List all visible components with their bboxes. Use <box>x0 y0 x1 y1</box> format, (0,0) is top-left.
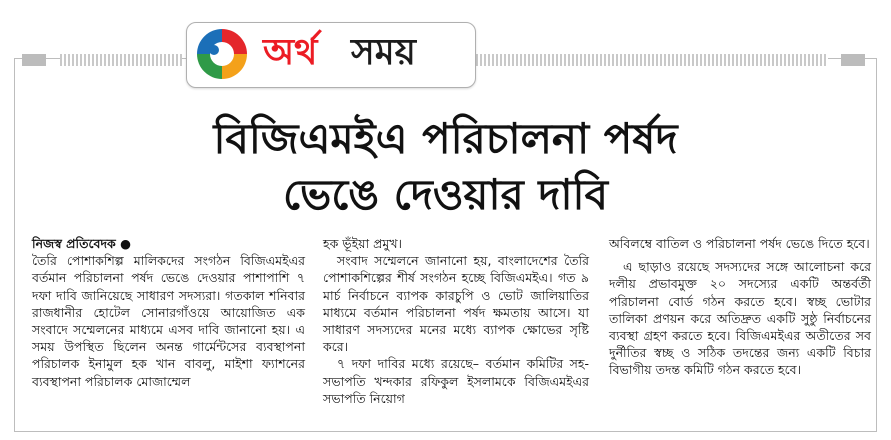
article-column-2 <box>323 235 589 407</box>
paragraph: ৭ দফা দাবির মধ্যে রয়েছে– বর্তমান কমিটির সহ-সভাপতি খন্দকার রফিকুল ইসলামকে বিজিএমইএর সভাপতি নিয়োগ <box>323 356 589 406</box>
headline-line-2: ভেঙে দেওয়ার দাবি <box>283 170 608 219</box>
logo-text-dark: সময় <box>351 32 416 73</box>
globe-logo-center <box>209 45 219 55</box>
frame-corner-mark-left <box>22 54 46 66</box>
paragraph: তৈরি পোশাকশিল্প মালিকদের সংগঠন বিজিএমইএর বর্তমান পরিচালনা পর্ষদ ভেঙে দেওয়ার পাশাপাশি ৭ দফা দাবি জানিয়েছে সাধারণ সদস্যরা। গতকাল শনিবার রাজধানীর হোটেল সোনারগাঁওয়ে আয়োজিত এক সংবাদে সম্মেলনের মাধ্যমে এসব দাবি জানানো হয়। এ সময় উপস্থিত ছিলেন অনন্ত গার্মেন্টসের ব্যবস্থাপনা পরিচালক ইনামুল হক খান বাবলু, মাইশা ফ্যাশনের ব্যবস্থাপনা পরিচালক মোজাম্মেল <box>32 253 305 389</box>
paragraph: হক ভূঁইয়া প্রমুখ। <box>323 236 403 251</box>
logo-text-red: অর্থ <box>263 32 318 73</box>
byline: নিজস্ব প্রতিবেদক ● <box>32 236 132 251</box>
headline-line-1: বিজিএমইএ পরিচালনা পর্ষদ <box>213 114 678 163</box>
paragraph: অবিলম্বে বাতিল ও পরিচালনা পর্ষদ ভেঙে দিতে হবে। <box>609 236 870 251</box>
masthead-rule-left <box>60 54 182 66</box>
masthead-rule-right <box>476 54 828 66</box>
frame-corner-mark-right <box>841 54 865 66</box>
paragraph: এ ছাড়াও রয়েছে সদস্যদের সঙ্গে আলোচনা করে দলীয় প্রভাবমুক্ত ২০ সদস্যের একটি অন্তর্বর্তী পরিচালনা বোর্ড গঠন করতে হবে। স্বচ্ছ ভোটার তালিকা প্রণয়ন করে অতিদ্রুত একটি সুষ্ঠু নির্বাচনের ব্যবস্থা গ্রহণ করতে হবে। বিজিএমইএর অতীতের সব দুর্নীতির স্বচ্ছ ও সঠিক তদন্তের জন্য একটি বিচার বিভাগীয় তদন্ত কমিটি গঠন করতে হবে। <box>609 259 871 378</box>
globe-logo-icon <box>197 29 247 79</box>
article-column-3 <box>609 235 871 379</box>
masthead-logo <box>186 22 476 88</box>
article-column-1 <box>32 235 305 390</box>
paragraph: সংবাদ সম্মেলনে জানানো হয়, বাংলাদেশের তৈরি পোশাকশিল্পের শীর্ষ সংগঠন হচ্ছে বিজিএমইএ। গত ৯ মার্চ নির্বাচনে ব্যাপক কারচুপি ও ভোট জালিয়াতির মাধ্যমে বর্তমান পরিচালনা পর্ষদ ক্ষমতায় আসে। যা সাধারণ সদস্যদের মনের মধ্যে ব্যাপক ক্ষোভের সৃষ্টি করে। <box>323 253 589 355</box>
